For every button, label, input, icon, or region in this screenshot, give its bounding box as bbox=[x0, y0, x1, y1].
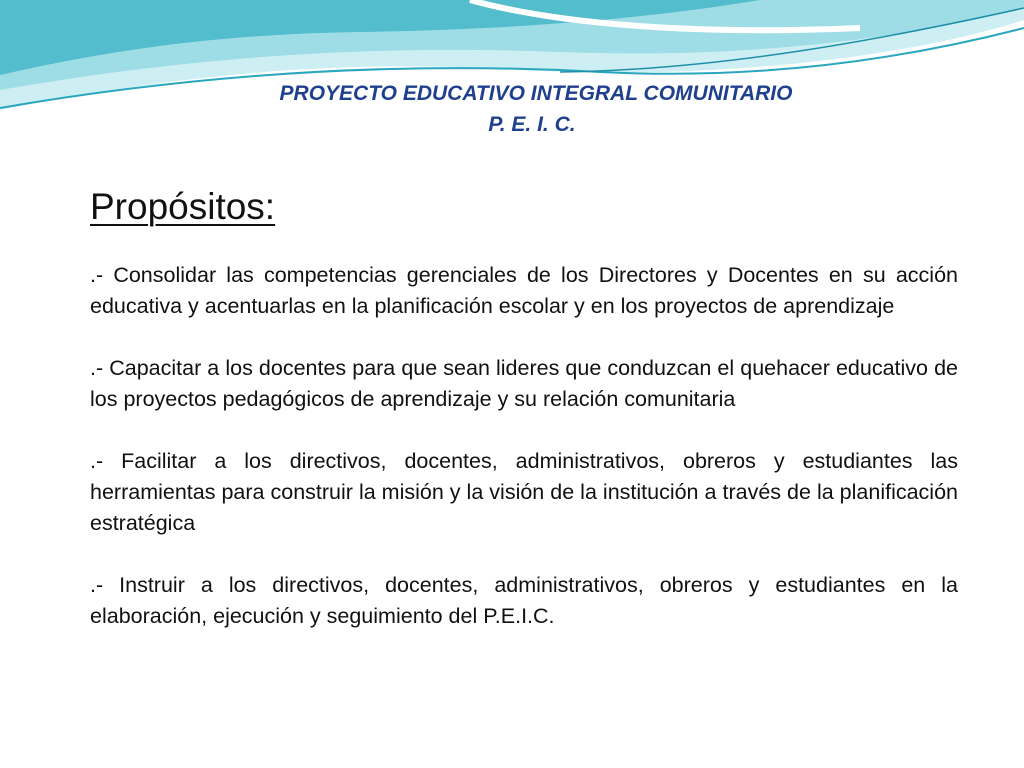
purpose-item: .- Consolidar las competencias gerenciales de los Directores y Docentes en su acción educativa y acentuarlas en la planificación escolar y en los proyectos de aprendizaje bbox=[90, 263, 958, 318]
purposes-list bbox=[90, 260, 958, 663]
section-heading: Propósitos: bbox=[90, 186, 276, 227]
purpose-item: .- Capacitar a los docentes para que sean lideres que conduzcan el quehacer educativo de los proyectos pedagógicos de aprendizaje y su relación comunitaria bbox=[90, 356, 958, 411]
purpose-item: .- Facilitar a los directivos, docentes, administrativos, obreros y estudiantes las herramientas para construir la misión y la visión de la institución a través de la planificación estratégica bbox=[90, 449, 958, 535]
title-line-2: P. E. I. C. bbox=[488, 113, 576, 136]
presentation-title bbox=[0, 78, 1024, 140]
purpose-item: .- Instruir a los directivos, docentes, administrativos, obreros y estudiantes en la elaboración, ejecución y seguimiento del P.E.I.C. bbox=[90, 573, 958, 628]
title-line-1: PROYECTO EDUCATIVO INTEGRAL COMUNITARIO bbox=[279, 82, 793, 105]
